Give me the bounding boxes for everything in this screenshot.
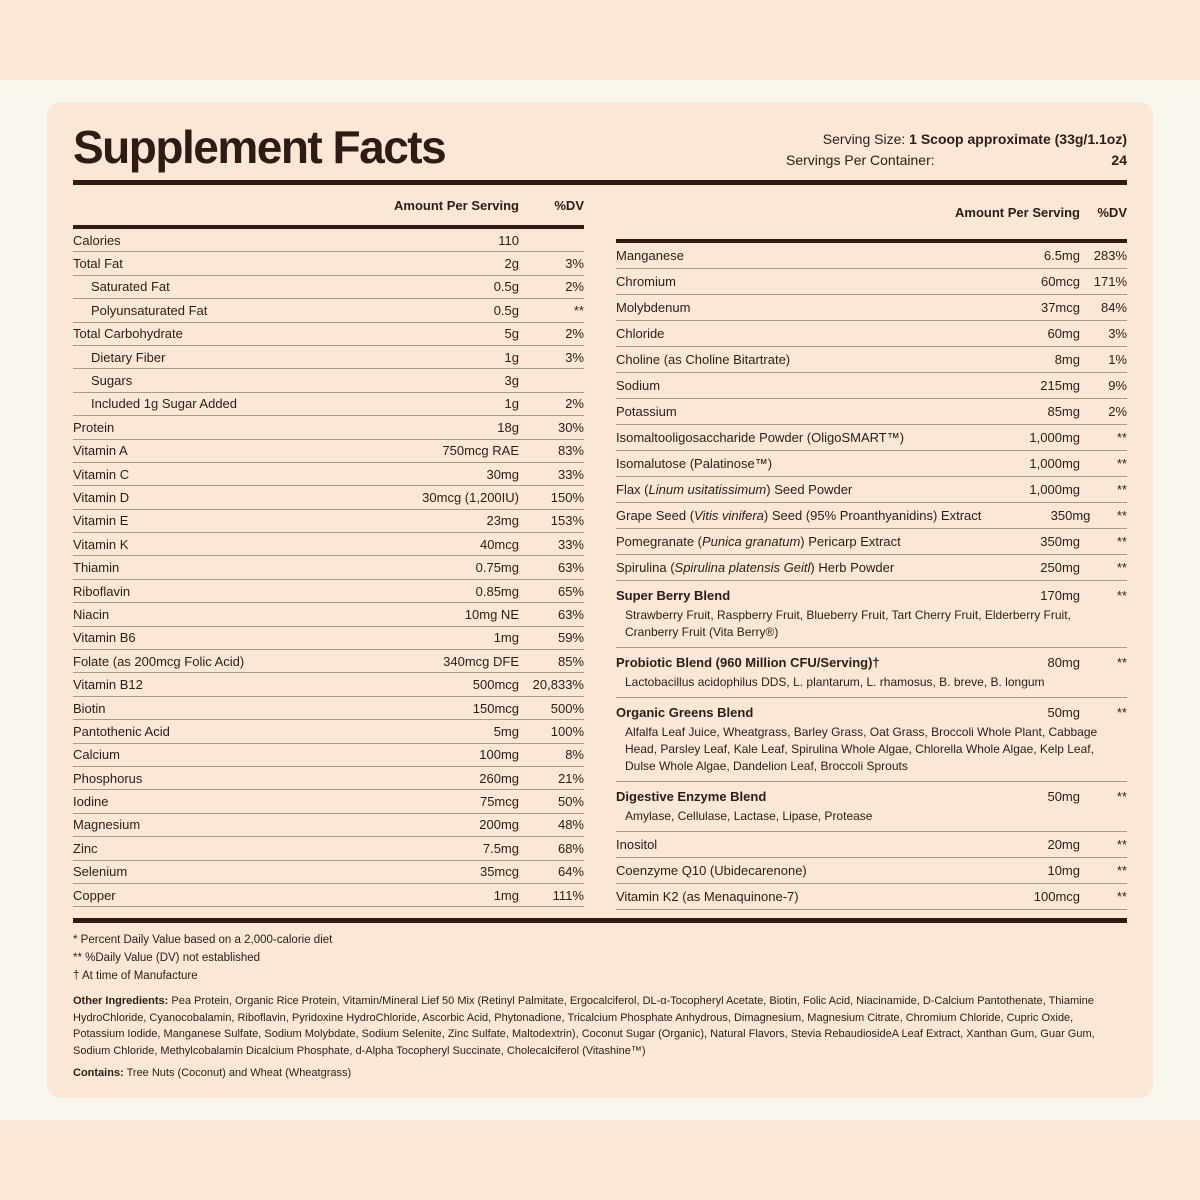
nutrient-dv: ** bbox=[1116, 456, 1127, 471]
nutrient-amount: 250mg bbox=[1040, 560, 1080, 575]
nutrient-amount: 340mcg DFE bbox=[443, 653, 519, 669]
nutrient-name: Vitamin A bbox=[73, 443, 128, 459]
other-ingredients bbox=[73, 993, 1127, 1059]
nutrient-amount: 1g bbox=[504, 349, 519, 365]
nutrient-dv: 500% bbox=[550, 700, 584, 716]
nutrient-name: Saturated Fat bbox=[91, 279, 170, 295]
nutrient-name: Protein bbox=[73, 419, 115, 435]
nutrient-name: Included 1g Sugar Added bbox=[91, 396, 238, 412]
nutrient-name: Sugars bbox=[91, 373, 133, 389]
serving-size-value: 1 Scoop approximate (33g/1.1oz) bbox=[909, 131, 1127, 147]
nutrient-name: Manganese bbox=[616, 248, 684, 263]
nutrient-dv: 20,833% bbox=[532, 677, 584, 693]
nutrient-amount: 10mg bbox=[1047, 863, 1080, 878]
nutrient-name-part: ) Pericarp Extract bbox=[800, 534, 901, 549]
nutrient-row bbox=[73, 416, 584, 439]
nutrient-amount: 30mcg (1,200IU) bbox=[422, 489, 519, 505]
nutrient-latin-name: Punica granatum bbox=[702, 534, 801, 549]
nutrient-name: Potassium bbox=[616, 404, 677, 419]
nutrient-dv: 83% bbox=[557, 443, 584, 459]
nutrient-row bbox=[616, 832, 1127, 858]
nutrient-amount: 1g bbox=[504, 396, 519, 412]
left-header bbox=[73, 186, 584, 229]
nutrient-amount: 75mcg bbox=[479, 794, 519, 810]
right-header bbox=[616, 186, 1127, 243]
blend-ingredients: Amylase, Cellulase, Lactase, Lipase, Protease bbox=[625, 809, 873, 823]
dv-header: %DV bbox=[1097, 205, 1127, 220]
nutrient-dv: 3% bbox=[1108, 326, 1127, 341]
blend-name: Digestive Enzyme Blend bbox=[616, 788, 767, 804]
nutrient-dv: ** bbox=[573, 302, 584, 318]
nutrient-row bbox=[73, 650, 584, 673]
left-column bbox=[73, 186, 584, 907]
nutrient-dv: 153% bbox=[550, 513, 584, 529]
blend-header bbox=[616, 653, 1127, 671]
nutrient-row bbox=[616, 295, 1127, 321]
nutrient-name: Choline (as Choline Bitartrate) bbox=[616, 352, 791, 367]
nutrient-dv: 68% bbox=[557, 840, 584, 856]
nutrient-dv: ** bbox=[1116, 889, 1127, 904]
nutrient-row bbox=[616, 373, 1127, 399]
nutrient-latin-name: Spirulina platensis Geitl bbox=[674, 560, 811, 575]
nutrient-name: Isomaltooligosaccharide Powder (OligoSMART™) bbox=[616, 430, 905, 445]
footnotes-section bbox=[73, 931, 1127, 1079]
nutrient-name bbox=[616, 508, 981, 523]
nutrient-amount: 60mg bbox=[1047, 326, 1080, 341]
nutrient-name: Biotin bbox=[73, 700, 106, 716]
nutrient-dv: 21% bbox=[557, 770, 584, 786]
bottom-band bbox=[0, 1120, 1200, 1200]
blend-header bbox=[616, 703, 1127, 721]
blend-amount: 80mg bbox=[1047, 654, 1080, 670]
nutrient-name-part: Flax ( bbox=[616, 482, 649, 497]
blend-name: Probiotic Blend (960 Million CFU/Serving)† bbox=[616, 654, 880, 670]
nutrient-name-part: ) Herb Powder bbox=[810, 560, 895, 575]
nutrient-row bbox=[73, 697, 584, 720]
nutrient-amount: 1,000mg bbox=[1029, 482, 1080, 497]
nutrient-name: Folate (as 200mcg Folic Acid) bbox=[73, 653, 245, 669]
nutrient-row bbox=[616, 347, 1127, 373]
nutrient-dv: ** bbox=[1116, 837, 1127, 852]
nutrient-latin-name: Vitis vinifera bbox=[694, 508, 764, 523]
allergen-contains bbox=[73, 1067, 1127, 1079]
nutrient-name: Chloride bbox=[616, 326, 665, 341]
nutrient-dv: ** bbox=[1116, 534, 1127, 549]
nutrient-name: Vitamin K2 (as Menaquinone-7) bbox=[616, 889, 799, 904]
bottom-rule bbox=[73, 918, 1127, 923]
nutrient-row bbox=[73, 276, 584, 299]
nutrient-row bbox=[73, 884, 584, 907]
nutrient-amount: 35mcg bbox=[479, 864, 519, 880]
nutrient-name: Sodium bbox=[616, 378, 661, 393]
nutrient-dv: ** bbox=[1116, 430, 1127, 445]
other-ingredients-text: Pea Protein, Organic Rice Protein, Vitamin/Mineral Lief 50 Mix (Retinyl Palmitate, Ergocalciferol, DL-α-Tocopheryl Acetate, Biotin, Folic Acid, Niacinamide, D-Calcium Pantothenate, Thiamine HydroChloride, Cyanocobalamin, Riboflavin, Pyridoxine HydroChloride, Ascorbic Acid, Phytonadione, Tricalcium Phosphate Anhydrous, Dimagnesium, Magnesium Citrate, Chromium Chloride, Cupric Oxide, Potassium Iodide, Manganese Sulfate, Sodium Molybdate, Sodium Selenite, Zinc Sulfate, Maltodextrin), Coconut Sugar (Organic), Natural Flavors, Stevia RebaudiosideA Leaf Extract, Xanthan Gum, Guar Gum, Sodium Chloride, Methylcobalamin Dicalcium Phosphate, d-Alpha Tocopheryl Succinate, Cholecalciferol (Vitashine™) bbox=[73, 995, 1095, 1057]
nutrient-row bbox=[73, 627, 584, 650]
nutrient-row bbox=[616, 884, 1127, 910]
nutrient-amount: 85mg bbox=[1047, 404, 1080, 419]
nutrient-row bbox=[73, 790, 584, 813]
blend-header bbox=[616, 586, 1127, 604]
nutrient-amount: 200mg bbox=[479, 817, 519, 833]
nutrient-row bbox=[73, 299, 584, 322]
nutrient-amount: 2g bbox=[504, 256, 519, 272]
nutrient-dv: ** bbox=[1116, 560, 1127, 575]
nutrient-amount: 30mg bbox=[486, 466, 519, 482]
nutrient-name-part: Spirulina ( bbox=[616, 560, 675, 575]
nutrient-dv: 1% bbox=[1108, 352, 1127, 367]
nutrient-name: Isomalutose (Palatinose™) bbox=[616, 456, 773, 471]
nutrient-amount: 0.5g bbox=[493, 302, 519, 318]
nutrient-row bbox=[73, 673, 584, 696]
nutrient-amount: 5mg bbox=[493, 723, 519, 739]
blend-dv: ** bbox=[1116, 654, 1127, 670]
nutrient-name: Coenzyme Q10 (Ubidecarenone) bbox=[616, 863, 807, 878]
nutrient-name bbox=[616, 560, 940, 575]
nutrient-row bbox=[616, 858, 1127, 884]
nutrient-dv: 48% bbox=[557, 817, 584, 833]
nutrient-amount: 350mg bbox=[1040, 534, 1080, 549]
nutrient-dv: 64% bbox=[557, 864, 584, 880]
nutrient-amount: 100mcg bbox=[1033, 889, 1080, 904]
blend-name: Super Berry Blend bbox=[616, 587, 731, 603]
nutrient-dv: 63% bbox=[557, 606, 584, 622]
nutrient-amount: 6.5mg bbox=[1043, 248, 1080, 263]
amount-header: Amount Per Serving bbox=[955, 205, 1080, 220]
blend-header bbox=[616, 787, 1127, 805]
nutrient-name-part: ) Seed (95% Proanthyanidins) Extract bbox=[763, 508, 982, 523]
nutrient-name: Vitamin E bbox=[73, 513, 129, 529]
nutrient-name: Zinc bbox=[73, 840, 98, 856]
nutrient-row bbox=[73, 556, 584, 579]
nutrient-name-part: Grape Seed ( bbox=[616, 508, 695, 523]
blend-amount: 50mg bbox=[1047, 788, 1080, 804]
blend-name: Organic Greens Blend bbox=[616, 704, 754, 720]
nutrient-amount: 7.5mg bbox=[482, 840, 519, 856]
servings-value: 24 bbox=[1111, 152, 1127, 168]
blend-row bbox=[616, 698, 1127, 782]
nutrient-amount: 10mg NE bbox=[464, 606, 519, 622]
nutrient-row bbox=[616, 451, 1127, 477]
nutrient-name: Calories bbox=[73, 232, 121, 248]
nutrient-name: Pantothenic Acid bbox=[73, 723, 170, 739]
nutrient-dv: 171% bbox=[1093, 274, 1127, 289]
nutrient-dv: 2% bbox=[565, 326, 584, 342]
nutrient-name: Vitamin D bbox=[73, 489, 130, 505]
blend-amount: 170mg bbox=[1040, 587, 1080, 603]
nutrient-amount: 500mcg bbox=[472, 677, 519, 693]
nutrient-name-part: ) Seed Powder bbox=[766, 482, 853, 497]
nutrient-dv: 30% bbox=[557, 419, 584, 435]
nutrient-row bbox=[73, 744, 584, 767]
nutrient-dv: 33% bbox=[557, 466, 584, 482]
nutrient-row bbox=[616, 477, 1127, 503]
nutrient-name: Selenium bbox=[73, 864, 128, 880]
nutrient-name: Dietary Fiber bbox=[91, 349, 166, 365]
nutrient-dv: 65% bbox=[557, 583, 584, 599]
footnote: ** %Daily Value (DV) not established bbox=[73, 952, 261, 964]
nutrient-amount: 8mg bbox=[1054, 352, 1080, 367]
nutrient-name: Vitamin K bbox=[73, 536, 129, 552]
nutrient-amount: 1mg bbox=[493, 887, 519, 903]
nutrient-dv: 2% bbox=[565, 279, 584, 295]
nutrient-amount: 110 bbox=[498, 232, 519, 248]
nutrient-dv: 2% bbox=[565, 396, 584, 412]
nutrient-dv: 59% bbox=[557, 630, 584, 646]
nutrient-amount: 750mcg RAE bbox=[442, 443, 519, 459]
blend-row bbox=[616, 782, 1127, 832]
nutrient-amount: 0.5g bbox=[493, 279, 519, 295]
nutrient-row bbox=[73, 252, 584, 275]
nutrient-dv: 100% bbox=[550, 723, 584, 739]
nutrient-name: Copper bbox=[73, 887, 116, 903]
nutrient-row bbox=[73, 346, 584, 369]
nutrient-row bbox=[73, 229, 584, 252]
nutrient-row bbox=[73, 510, 584, 533]
serving-info bbox=[786, 131, 1127, 173]
servings-per-container-line bbox=[786, 152, 1127, 173]
nutrient-name: Chromium bbox=[616, 274, 676, 289]
nutrient-row bbox=[73, 533, 584, 556]
nutrient-name: Vitamin B6 bbox=[73, 630, 136, 646]
nutrient-name bbox=[616, 534, 940, 549]
nutrient-name: Niacin bbox=[73, 606, 110, 622]
nutrient-row bbox=[616, 529, 1127, 555]
blend-row bbox=[616, 581, 1127, 648]
serving-size-label: Serving Size: bbox=[822, 131, 906, 147]
nutrient-amount: 215mg bbox=[1040, 378, 1080, 393]
nutrient-dv: 63% bbox=[557, 560, 584, 576]
nutrient-amount: 0.75mg bbox=[475, 560, 519, 576]
nutrient-latin-name: Linum usitatissimum bbox=[648, 482, 767, 497]
nutrient-amount: 20mg bbox=[1047, 837, 1080, 852]
nutrient-dv: ** bbox=[1116, 482, 1127, 497]
nutrient-name: Molybdenum bbox=[616, 300, 691, 315]
footnote: * Percent Daily Value based on a 2,000-calorie diet bbox=[73, 934, 333, 946]
nutrient-name: Vitamin C bbox=[73, 466, 130, 482]
serving-size-line bbox=[786, 131, 1127, 152]
amount-header: Amount Per Serving bbox=[394, 198, 519, 213]
contains-label: Contains: bbox=[73, 1067, 124, 1079]
nutrient-name: Phosphorus bbox=[73, 770, 143, 786]
nutrient-row bbox=[73, 861, 584, 884]
nutrient-row bbox=[616, 503, 1127, 529]
nutrient-amount: 40mcg bbox=[479, 536, 519, 552]
nutrient-amount: 1,000mg bbox=[1029, 456, 1080, 471]
page-title: Supplement Facts bbox=[73, 121, 446, 173]
nutrient-dv: 3% bbox=[565, 349, 584, 365]
nutrient-dv: 150% bbox=[550, 489, 584, 505]
nutrient-row bbox=[73, 486, 584, 509]
servings-label: Servings Per Container: bbox=[786, 152, 935, 168]
nutrient-dv: ** bbox=[1116, 508, 1127, 523]
nutrient-row bbox=[73, 837, 584, 860]
nutrient-amount: 100mg bbox=[479, 747, 519, 763]
blend-ingredients: Lactobacillus acidophilus DDS, L. plantarum, L. rhamosus, B. breve, B. longum bbox=[625, 675, 1045, 689]
nutrient-row bbox=[616, 243, 1127, 269]
nutrient-dv: 2% bbox=[1108, 404, 1127, 419]
nutrient-amount: 18g bbox=[497, 419, 519, 435]
nutrient-amount: 260mg bbox=[479, 770, 519, 786]
nutrient-amount: 0.85mg bbox=[475, 583, 519, 599]
nutrient-amount: 150mcg bbox=[472, 700, 519, 716]
nutrient-name: Riboflavin bbox=[73, 583, 131, 599]
blend-dv: ** bbox=[1116, 788, 1127, 804]
nutrient-row bbox=[73, 720, 584, 743]
nutrient-row bbox=[73, 767, 584, 790]
blend-row bbox=[616, 648, 1127, 698]
nutrient-row bbox=[616, 321, 1127, 347]
dv-header: %DV bbox=[554, 198, 584, 213]
nutrient-row bbox=[73, 814, 584, 837]
nutrient-row bbox=[73, 369, 584, 392]
top-rule bbox=[73, 180, 1127, 185]
nutrient-amount: 1,000mg bbox=[1029, 430, 1080, 445]
blend-amount: 50mg bbox=[1047, 704, 1080, 720]
nutrient-dv: 50% bbox=[557, 794, 584, 810]
nutrient-name: Total Fat bbox=[73, 256, 123, 272]
nutrient-amount: 5g bbox=[504, 326, 519, 342]
nutrient-name: Thiamin bbox=[73, 560, 120, 576]
nutrient-name-part: Pomegranate ( bbox=[616, 534, 702, 549]
blend-dv: ** bbox=[1116, 587, 1127, 603]
nutrient-dv: 33% bbox=[557, 536, 584, 552]
nutrient-row bbox=[616, 399, 1127, 425]
nutrient-dv: 8% bbox=[565, 747, 584, 763]
nutrient-row bbox=[73, 440, 584, 463]
nutrient-dv: 283% bbox=[1093, 248, 1127, 263]
nutrient-dv: 9% bbox=[1108, 378, 1127, 393]
nutrient-name: Vitamin B12 bbox=[73, 677, 143, 693]
nutrient-row bbox=[73, 323, 584, 346]
right-column bbox=[616, 186, 1127, 910]
other-ingredients-label: Other Ingredients: bbox=[73, 995, 169, 1007]
nutrient-row bbox=[73, 393, 584, 416]
nutrient-amount: 37mcg bbox=[1040, 300, 1080, 315]
nutrient-row bbox=[73, 603, 584, 626]
nutrient-amount: 3g bbox=[504, 373, 519, 389]
nutrient-name: Inositol bbox=[616, 837, 658, 852]
nutrient-name: Polyunsaturated Fat bbox=[91, 302, 208, 318]
nutrient-amount: 350mg bbox=[1050, 508, 1091, 523]
nutrient-name: Total Carbohydrate bbox=[73, 326, 183, 342]
nutrient-amount: 1mg bbox=[493, 630, 519, 646]
nutrient-dv: 85% bbox=[557, 653, 584, 669]
blend-ingredients: Strawberry Fruit, Raspberry Fruit, Blueberry Fruit, Tart Cherry Fruit, Elderberry Fruit, Cranberry Fruit (Vita Berry®) bbox=[625, 608, 1071, 639]
nutrient-amount: 60mcg bbox=[1040, 274, 1080, 289]
nutrient-row bbox=[73, 580, 584, 603]
blend-ingredients: Alfalfa Leaf Juice, Wheatgrass, Barley Grass, Oat Grass, Broccoli Whole Plant, Cabbage Head, Parsley Leaf, Kale Leaf, Spirulina Whole Algae, Chlorella Whole Algae, Kelp Leaf, Dulse Whole Algae, Dandelion Leaf, Broccoli Sprouts bbox=[625, 725, 1098, 773]
nutrient-name: Calcium bbox=[73, 747, 120, 763]
nutrient-row bbox=[616, 425, 1127, 451]
nutrient-row bbox=[616, 555, 1127, 581]
footnote: † At time of Manufacture bbox=[73, 970, 198, 982]
contains-text: Tree Nuts (Coconut) and Wheat (Wheatgrass) bbox=[126, 1067, 352, 1079]
nutrient-dv: 84% bbox=[1100, 300, 1127, 315]
blend-dv: ** bbox=[1116, 704, 1127, 720]
nutrient-dv: ** bbox=[1116, 863, 1127, 878]
nutrient-amount: 23mg bbox=[486, 513, 519, 529]
nutrient-dv: 3% bbox=[565, 256, 584, 272]
nutrient-name: Magnesium bbox=[73, 817, 141, 833]
top-band bbox=[0, 0, 1200, 80]
nutrient-name bbox=[616, 482, 940, 497]
nutrient-name: Iodine bbox=[73, 794, 109, 810]
nutrient-row bbox=[73, 463, 584, 486]
nutrient-dv: 111% bbox=[552, 887, 584, 903]
nutrient-row bbox=[616, 269, 1127, 295]
